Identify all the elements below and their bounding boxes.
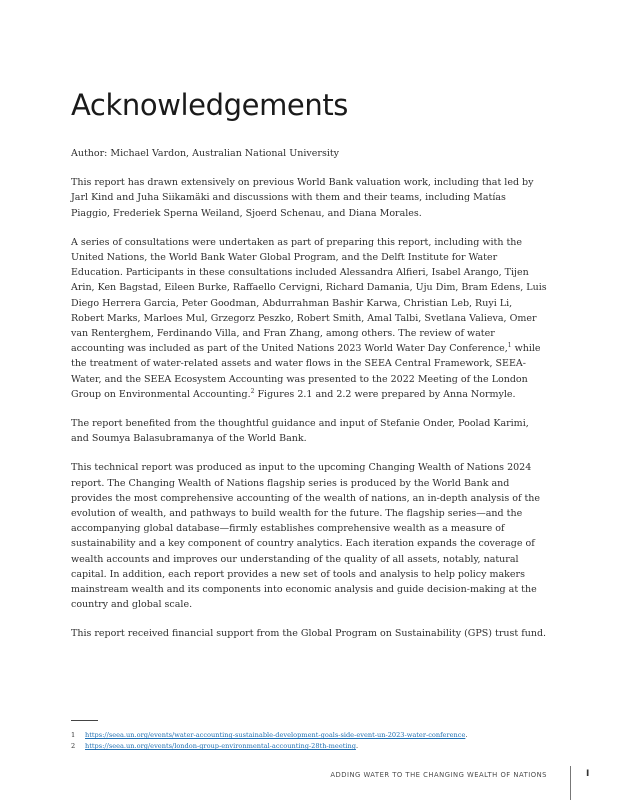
footnote-divider [71,720,98,721]
paragraph-consultations [71,235,547,402]
footnote-link-water-conference[interactable]: https://seea.un.org/events/water-accounting-sustainable-development-goals-side-event-un-2023-water-conference [85,731,466,739]
footnotes [71,730,571,752]
footnote-item [71,730,571,741]
page-title: Acknowledgements [71,88,349,122]
running-footer-title: ADDING WATER TO THE CHANGING WEALTH OF NATIONS [330,771,547,779]
consultations-text-part-2: while the treatment of water-related assets and water flows in the SEEA Central Framework, SEEA-Water, and the SEEA Ecosystem Accounting was presented to the 2022 Meeting of the London Group on Environmental Accounting. [71,343,541,400]
footnote-end: . [465,731,468,739]
footnote-end: . [355,742,359,750]
paragraph-valuation-work: This report has drawn extensively on previous World Bank valuation work, including that led by Jarl Kind and Juha Siikamäki and discussions with them and their teams, including Matías Piaggio, Frederiek Sperna Weiland, Sjoerd Schenau, and Diana Morales. [71,177,534,219]
footnote-number: 2 [71,742,76,750]
footnote-item [71,741,571,752]
footnote-ref-1[interactable]: 1 [507,342,512,350]
footnote-ref-2[interactable]: 2 [250,387,255,395]
consultations-text-part-3: Figures 2.1 and 2.2 were prepared by Anna Normyle. [254,388,516,400]
paragraph-changing-wealth: This technical report was produced as input to the upcoming Changing Wealth of Nations 2024 report. The Changing Wealth of Nations flagship series is produced by the World Bank and provides the most comprehensive accounting of the wealth of nations, an in-depth analysis of the evolution of wealth, and pathways to build wealth for the future. The flagship series—and the accompanying global database—firmly establishes comprehensive wealth as a measure of sustainability and a key component of country analytics. Each iteration expands the coverage of wealth accounts and improves our understanding of the quality of all assets, notably, natural capital. In addition, each report provides a new set of tools and analysis to help policy makers mainstream wealth and its components into economic analysis and guide decision-making at the country and global scale. [71,462,541,611]
paragraph-funding: This report received financial support from the Global Program on Sustainability (GPS) trust fund. [71,628,547,640]
footer-divider [570,766,571,800]
consultations-text-part-1: A series of consultations were undertaken as part of preparing this report, including with the United Nations, the World Bank Water Global Program, and the Delft Institute for Water Education. Participants in these consultations included Alessandra Alfieri, Isabel Arango, Tijen Arin, Ken Bagstad, Eileen Burke, Raffaello Cervigni, Richard Damania, Uju Dim, Bram Edens, Luis Diego Herrera Garcia, Peter Goodman, Abdurrahman Bashir Karwa, Christian Leb, Ruyi Li, Robert Marks, Marloes Mul, Grzegorz Peszko, Robert Smith, Amal Talbi, Svetlana Valieva, Omer van Renterghem, Ferdinando Villa, and Fran Zhang, among others. The review of water accounting was included as part of the United Nations 2023 World Water Day Conference, [71,236,547,355]
body-text [71,146,547,656]
footnote-link-london-group[interactable]: https://seea.un.org/events/london-group-environmental-accounting-28th-meeting [85,742,356,750]
author-line: Author: Michael Vardon, Australian National University [71,148,340,159]
page-number: I [586,769,590,779]
paragraph-guidance: The report benefited from the thoughtful guidance and input of Stefanie Onder, Poolad Karimi, and Soumya Balasubramanya of the World Bank. [71,418,529,445]
footnote-number: 1 [71,731,76,739]
